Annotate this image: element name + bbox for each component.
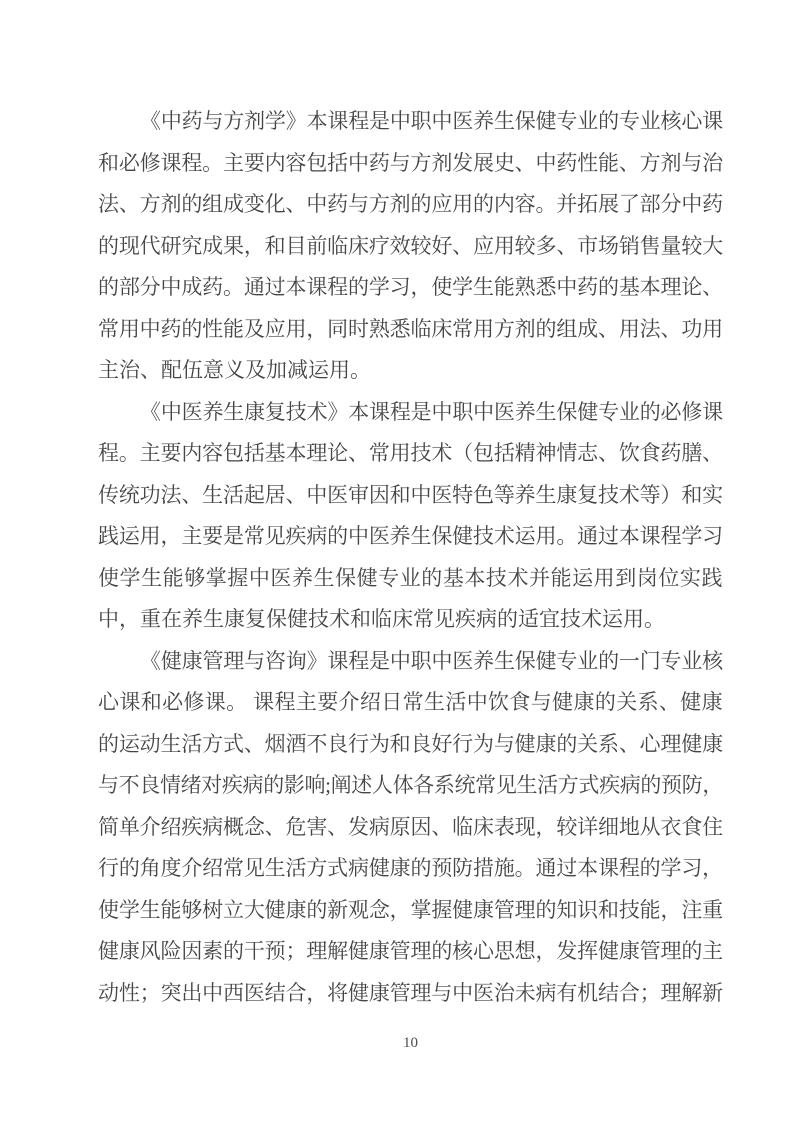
text-line: 使学生能够掌握中医养生保健专业的基本技术并能运用到岗位实践 — [98, 565, 723, 590]
text-line: 《健康管理与咨询》课程是中职中医养生保健专业的一门专业核 — [140, 648, 723, 673]
text-line: 法、方剂的组成变化、中药与方剂的应用的内容。并拓展了部分中药 — [98, 192, 723, 216]
text-line: 常用中药的性能及应用，同时熟悉临床常用方剂的组成、用法、功用 — [98, 316, 723, 341]
text-line: 主治、配伍意义及加减运用。 — [98, 358, 371, 382]
paragraph — [98, 101, 723, 392]
text-line: 传统功法、生活起居、中医审因和中医特色等养生康复技术等）和实 — [98, 482, 723, 507]
text-line: 中，重在养生康复保健技术和临床常见疾病的适宜技术运用。 — [98, 607, 665, 631]
text-line: 的部分中成药。通过本课程的学习，使学生能熟悉中药的基本理论、 — [98, 275, 723, 299]
text-line: 的运动生活方式、烟酒不良行为和良好行为与健康的关系、心理健康 — [98, 731, 723, 756]
text-line: 健康风险因素的干预；理解健康管理的核心思想，发挥健康管理的主 — [98, 939, 723, 963]
text-line: 心课和必修课。 课程主要介绍日常生活中饮食与健康的关系、健康 — [98, 690, 723, 714]
text-line: 动性；突出中西医结合，将健康管理与中医治未病有机结合；理解新 — [98, 980, 723, 1005]
paragraph — [98, 641, 723, 1015]
text-line: 的现代研究成果，和目前临床疗效较好、应用较多、市场销售量较大 — [98, 233, 723, 258]
text-line: 简单介绍疾病概念、危害、发病原因、临床表现，较详细地从衣食住 — [98, 814, 723, 839]
text-line: 和必修课程。主要内容包括中药与方剂发展史、中药性能、方剂与治 — [98, 150, 723, 175]
text-line: 《中药与方剂学》本课程是中职中医养生保健专业的专业核心课 — [140, 109, 723, 133]
text-line: 与不良情绪对疾病的影响;阐述人体各系统常见生活方式疾病的预防， — [98, 773, 723, 797]
text-line: 《中医养生康复技术》本课程是中职中医养生保健专业的必修课 — [140, 399, 723, 424]
page-number: 10 — [403, 1035, 418, 1051]
text-line: 践运用，主要是常见疾病的中医养生保健技术运用。通过本课程学习 — [98, 524, 723, 548]
text-line: 程。主要内容包括基本理论、常用技术（包括精神情志、饮食药膳、 — [98, 441, 723, 465]
document-body — [98, 101, 723, 1014]
paragraph — [98, 392, 723, 641]
text-line: 使学生能够树立大健康的新观念，掌握健康管理的知识和技能，注重 — [98, 897, 723, 922]
text-line: 行的角度介绍常见生活方式病健康的预防措施。通过本课程的学习， — [98, 856, 723, 880]
